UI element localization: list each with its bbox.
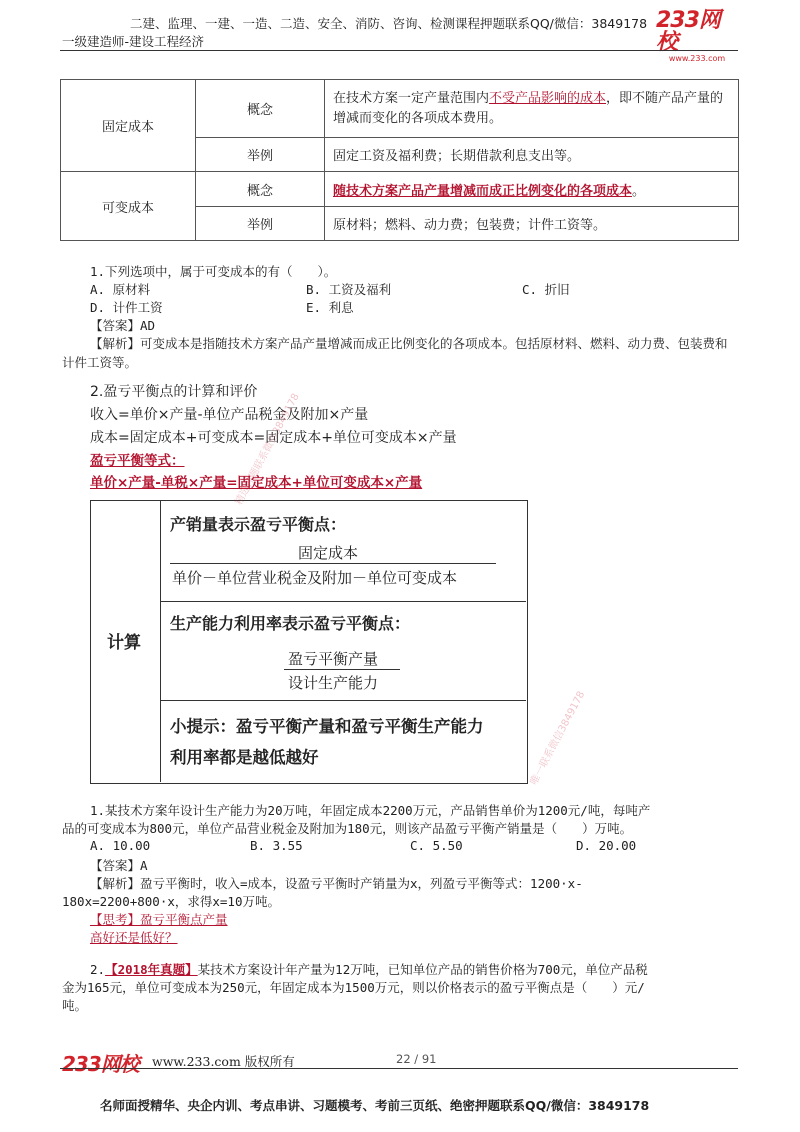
revenue-formula: 收入=单价×产量-单位产品税金及附加×产量: [90, 407, 369, 423]
breakeven-eq-title: 盈亏平衡等式：: [90, 453, 185, 469]
variable-cost-definition: 随技术方案产品产量增减而成正比例变化的各项成本。: [325, 172, 739, 207]
footer-copyright: www.233.com 版权所有: [152, 1054, 295, 1069]
q2-think-line2: 高好还是低好？: [90, 930, 178, 945]
calc-r1-denominator: 单价－单位营业税金及附加－单位可变成本: [172, 569, 458, 587]
calc-label: 计算: [107, 633, 141, 653]
header-contact-line: 二建、监理、一建、一造、二造、安全、消防、咨询、检测课程押题联系QQ/微信：3849178: [130, 16, 648, 31]
q1-answer: 【答案】AD: [90, 318, 156, 333]
page-number: 22 / 91: [396, 1052, 437, 1066]
q3-exam-tag: 【2018年真题】: [105, 962, 198, 977]
header-rule: [60, 50, 738, 51]
footer-rule: [60, 1068, 738, 1069]
q3-stem-line1: 2.【2018年真题】某技术方案设计年产量为12万吨，已知单位产品的销售价格为700元，单位产品税: [90, 962, 648, 977]
q3-stem-line2: 金为165元，单位可变成本为250元，年固定成本为1500万元，则以价格表示的盈亏平衡点是（ ）元/: [62, 980, 645, 995]
q2-stem-line2: 品的可变成本为800元，单位产品营业税金及附加为180元，则该产品盈亏平衡产销量是（ ）万吨。: [62, 821, 633, 836]
q2-analysis-line2: 180x=2200+800·x，求得x=10万吨。: [62, 894, 280, 909]
calc-row-divider: [160, 601, 526, 602]
calc-row-divider: [160, 700, 526, 701]
q2-option-d: D. 20.00: [576, 838, 637, 853]
section-title: 2.盈亏平衡点的计算和评价: [90, 384, 258, 400]
q1-option-a: A. 原材料: [90, 282, 151, 297]
row-label: 举例: [196, 207, 325, 241]
header-logo-text: 233网校: [656, 8, 720, 55]
q1-stem: 1.下列选项中，属于可变成本的有（ ）。: [90, 264, 337, 279]
footer-logo: 233网校: [62, 1052, 139, 1076]
highlight-text: 不受产品影响的成本: [489, 90, 607, 106]
header-logo: [656, 10, 738, 63]
q2-answer: 【答案】A: [90, 858, 148, 873]
row-label: 概念: [196, 80, 325, 138]
fixed-cost-example: 固定工资及福利费；长期借款利息支出等。: [325, 138, 739, 172]
header-logo-url: www.233.com: [668, 54, 726, 63]
variable-cost-example: 原材料；燃料、动力费；包装费；计件工资等。: [325, 207, 739, 241]
breakeven-eq: 单价×产量-单税×产量=固定成本+单位可变成本×产量: [90, 475, 423, 491]
q1-option-d: D. 计件工资: [90, 300, 163, 315]
q2-option-b: B. 3.55: [250, 838, 303, 853]
footer-contact-line: 名师面授精华、央企内训、考点串讲、习题模考、考前三页纸、绝密押题联系QQ/微信：3849178: [100, 1098, 650, 1113]
header-subtitle: 一级建造师-建设工程经济: [62, 34, 205, 49]
fraction-line: [284, 669, 400, 670]
fixed-cost-definition: 在技术方案一定产量范围内不受产品影响的成本，即不随产品产量的增减而变化的各项成本费用。: [325, 80, 739, 138]
calc-r2-title: 生产能力利用率表示盈亏平衡点：: [170, 614, 411, 633]
calc-r1-title: 产销量表示盈亏平衡点：: [170, 515, 347, 534]
calc-r2-numerator: 盈亏平衡产量: [288, 650, 379, 668]
fraction-line: [170, 563, 496, 564]
q1-analysis: 【解析】可变成本是指随技术方案产品产量增减而成正比例变化的各项成本。包括原材料、燃料、动力费、包装费和计件工资等。: [62, 336, 728, 370]
q2-option-a: A. 10.00: [90, 838, 151, 853]
q3-stem-line3: 吨。: [62, 998, 88, 1013]
q2-think-line1: 【思考】盈亏平衡点产量: [90, 912, 228, 927]
q1-option-e: E. 利息: [306, 300, 354, 315]
q2-stem-line1: 1.某技术方案年设计生产能力为20万吨，年固定成本2200万元，产品销售单价为1200元/吨，每吨产: [90, 803, 651, 818]
highlight-text: 随技术方案产品产量增减而成正比例变化的各项成本: [333, 183, 633, 199]
row-label: 概念: [196, 172, 325, 207]
q1-option-c: C. 折旧: [522, 282, 570, 297]
cost-category-variable: 可变成本: [61, 172, 196, 241]
calc-r1-numerator: 固定成本: [298, 544, 359, 562]
calc-tip-line2: 利用率都是越低越好: [170, 748, 319, 767]
calc-tip-line1: 小提示：盈亏平衡产量和盈亏平衡生产能力: [170, 717, 484, 736]
q2-analysis-line1: 【解析】盈亏平衡时，收入=成本，设盈亏平衡时产销量为x，列盈亏平衡等式：1200·x-: [90, 876, 583, 891]
watermark: 唯一联系微信3849178: [528, 689, 588, 788]
calc-r2-denominator: 设计生产能力: [288, 674, 379, 692]
cost-formula: 成本=固定成本+可变成本=固定成本+单位可变成本×产量: [90, 430, 457, 446]
cost-table: [60, 79, 739, 241]
cost-category-fixed: 固定成本: [61, 80, 196, 172]
row-label: 举例: [196, 138, 325, 172]
watermark: 精选押题联系微信3849178: [233, 391, 302, 508]
q1-option-b: B. 工资及福利: [306, 282, 392, 297]
q2-option-c: C. 5.50: [410, 838, 463, 853]
